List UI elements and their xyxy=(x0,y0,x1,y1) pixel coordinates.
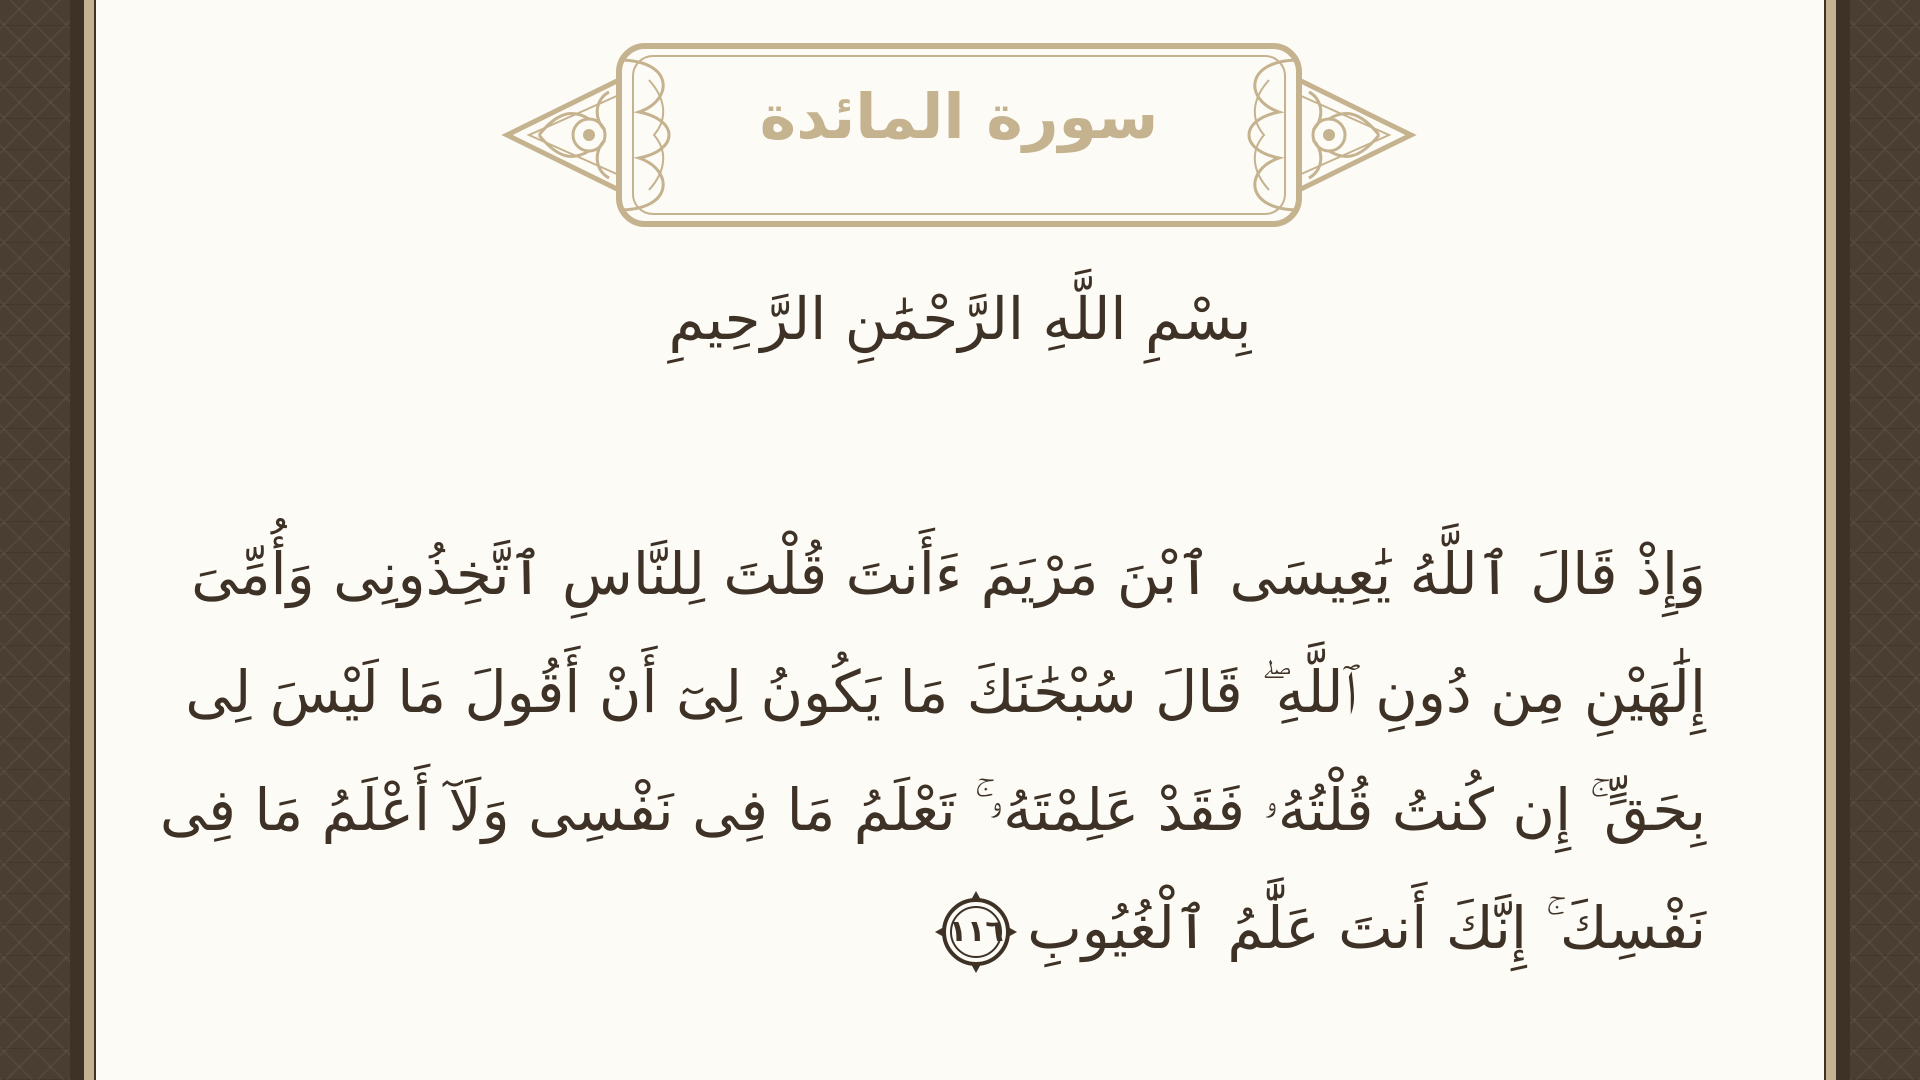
surah-banner xyxy=(499,40,1419,230)
left-decorative-border xyxy=(0,0,70,1080)
mushaf-page xyxy=(96,0,1824,1080)
right-gold-rule xyxy=(1826,0,1836,1080)
right-decorative-border xyxy=(1850,0,1920,1080)
verse-line: إِلَٰهَيْنِ مِن دُونِ ٱللَّهِ ۖ قَالَ سُبْحَٰنَكَ مَا يَكُونُ لِىٓ أَنْ أَقُولَ مَا لَيْسَ لِى xyxy=(185,658,1706,726)
verse-line: وَإِذْ قَالَ ٱللَّهُ يَٰعِيسَى ٱبْنَ مَرْيَمَ ءَأَنتَ قُلْتَ لِلنَّاسِ ٱتَّخِذُونِى وَأُمِّىَ xyxy=(191,540,1706,608)
ayah-marker xyxy=(933,889,1019,975)
verse-line-last xyxy=(246,869,1706,987)
basmala: بِسْمِ اللَّهِ الرَّحْمَٰنِ الرَّحِيمِ xyxy=(668,285,1252,353)
verse-line-text: نَفْسِكَ ۚ إِنَّكَ أَنتَ عَلَّٰمُ ٱلْغُيُوبِ xyxy=(1027,894,1706,962)
ayah-number: ١١٦ xyxy=(948,913,1004,949)
verse-text xyxy=(159,515,1706,987)
surah-title: سورة المائدة xyxy=(759,80,1159,153)
verse-line: بِحَقٍّ ۚ إِن كُنتُ قُلْتُهُۥ فَقَدْ عَلِمْتَهُۥ ۚ تَعْلَمُ مَا فِى نَفْسِى وَلَآ أَعْلَمُ مَا فِى xyxy=(159,776,1706,844)
left-gold-rule xyxy=(84,0,94,1080)
